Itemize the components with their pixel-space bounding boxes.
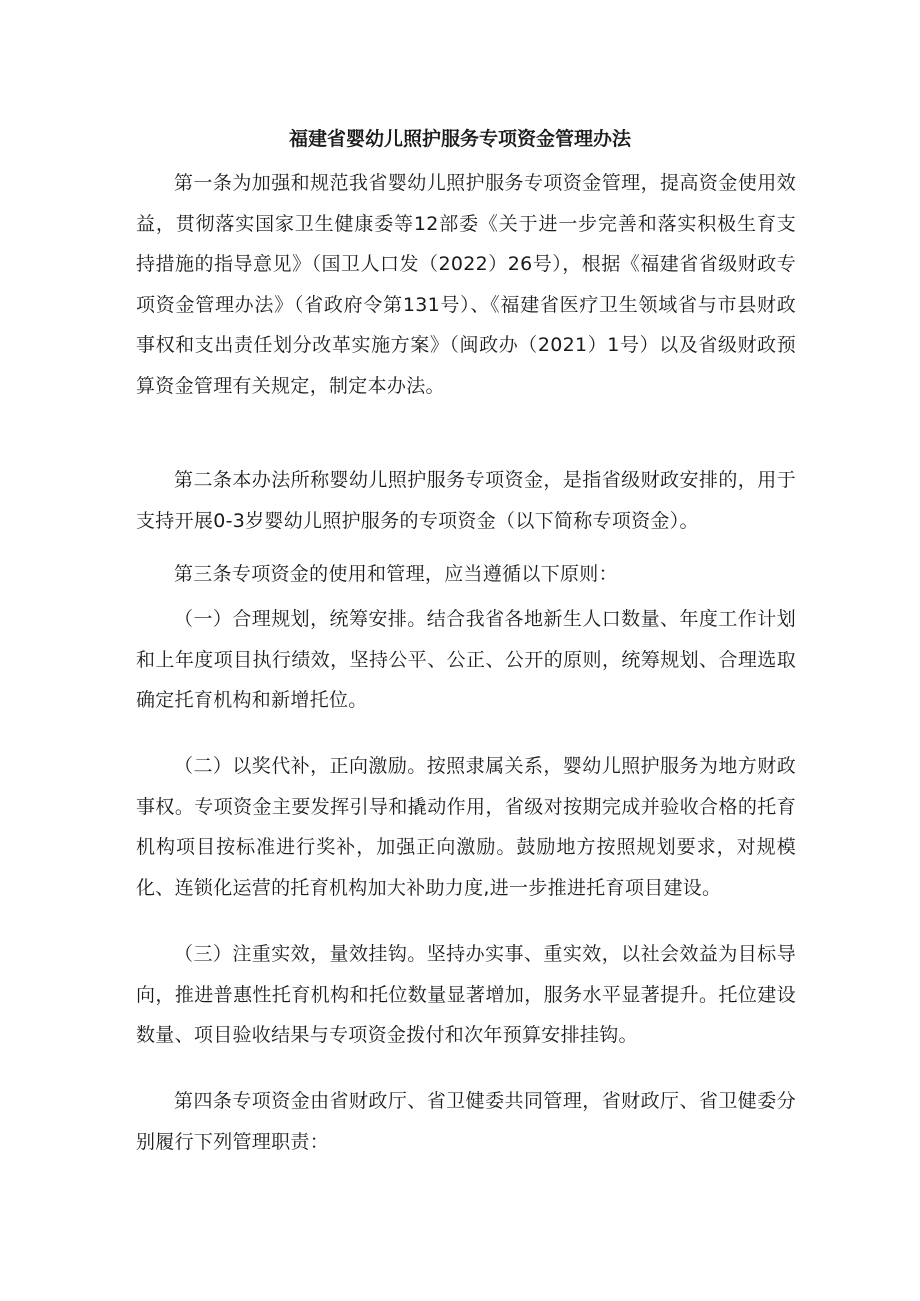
principle-1-paragraph: （一）合理规划，统筹安排。结合我省各地新生人口数量、年度工作计划和上年度项目执行绩效，坚持公平、公正、公开的原则，统筹规划、合理选取确定托育机构和新增托位。 [136,608,796,711]
principle-3-paragraph: （三）注重实效，量效挂钩。坚持办实事、重实效，以社会效益为目标导向，推进普惠性托育机构和托位数量显著增加，服务水平显著提升。托位建设数量、项目验收结果与专项资金拨付和次年预算安排挂钩。 [136,943,796,1046]
principle-2-paragraph: （二）以奖代补，正向激励。按照隶属关系，婴幼儿照护服务为地方财政事权。专项资金主要发挥引导和撬动作用，省级对按期完成并验收合格的托育机构项目按标准进行奖补，加强正向激励。鼓励地方按照规划要求，对规模化、连锁化运营的托育机构加大补助力度,进一步推进托育项目建设。 [136,755,796,899]
article-3-paragraph: 第三条专项资金的使用和管理，应当遵循以下原则： [174,563,618,585]
article-4-paragraph: 第四条专项资金由省财政厅、省卫健委共同管理，省财政厅、省卫健委分别履行下列管理职责： [136,1090,796,1153]
article-1-paragraph: 第一条为加强和规范我省婴幼儿照护服务专项资金管理，提高资金使用效益，贯彻落实国家卫生健康委等12部委《关于进一步完善和落实积极生育支持措施的指导意见》（国卫人口发（2022）26号），根据《福建省省级财政专项资金管理办法》（省政府令第131号）、《福建省医疗卫生领域省与市县财政事权和支出责任划分改革实施方案》（闽政办（2021）1号）以及省级财政预算资金管理有关规定，制定本办法。 [136,172,796,397]
document-title: 福建省婴幼儿照护服务专项资金管理办法 [288,128,631,150]
article-2-paragraph: 第二条本办法所称婴幼儿照护服务专项资金，是指省级财政安排的，用于支持开展0-3岁婴幼儿照护服务的专项资金（以下简称专项资金）。 [136,469,796,532]
